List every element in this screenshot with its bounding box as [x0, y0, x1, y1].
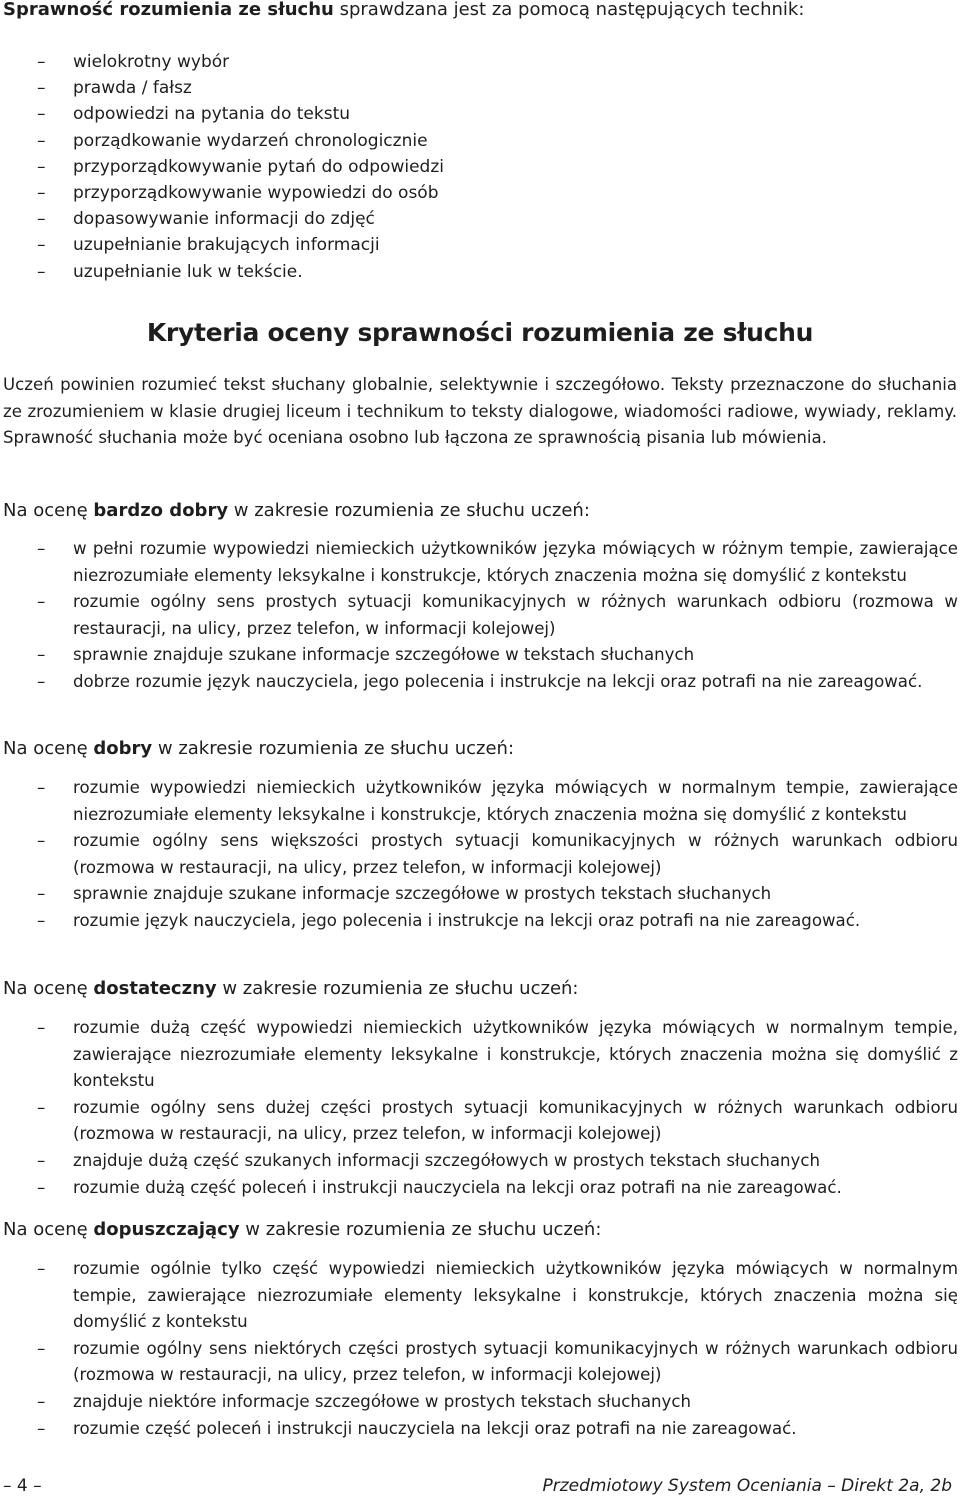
- list-item: [0, 1148, 960, 1175]
- dash-bullet: –: [37, 1338, 46, 1358]
- dash-bullet: –: [37, 1418, 46, 1438]
- list-item-text: w pełni rozumie wypowiedzi niemieckich użytkowników języka mówiących w różnym tempie, zawierające niezrozumiałe elementy leksykalne i konstrukcje, których znaczenia można się domyślić z kontekstu: [73, 539, 958, 585]
- dash-bullet: –: [37, 261, 46, 282]
- dash-bullet: –: [37, 78, 46, 99]
- list-item: [0, 881, 960, 908]
- list-item: [0, 669, 960, 696]
- intro-bold: Sprawność rozumienia ze słuchu: [3, 0, 334, 20]
- list-item: [0, 828, 960, 881]
- dash-bullet: –: [37, 671, 46, 691]
- dash-bullet: –: [37, 235, 46, 256]
- dash-bullet: –: [37, 209, 46, 230]
- list-item: [0, 908, 960, 935]
- list-item: [0, 101, 960, 127]
- list-item-text: rozumie ogólny sens niektórych części prostych sytuacji komunikacyjnych w różnych warunkach odbioru (rozmowa w restauracji, na ulicy, przez telefon, w informacji kolejowej): [73, 1338, 958, 1385]
- list-item: [0, 49, 960, 75]
- list-item-text: uzupełnianie luk w tekście.: [73, 261, 303, 282]
- dash-bullet: –: [37, 1259, 46, 1278]
- dash-bullet: –: [37, 104, 46, 125]
- list-item-text: sprawnie znajduje szukane informacje szczegółowe w prostych tekstach słuchanych: [73, 884, 772, 904]
- grade-prefix: Na ocenę: [3, 1219, 94, 1240]
- grade-suffix: w zakresie rozumienia ze słuchu uczeń:: [216, 978, 579, 999]
- list-item-text: porządkowanie wydarzeń chronologicznie: [73, 130, 428, 151]
- list-item-text: rozumie ogólny sens większości prostych sytuacji komunikacyjnych w różnych warunkach odbioru (rozmowa w restauracji, na ulicy, przez telefon, w informacji kolejowej): [73, 831, 958, 877]
- dash-bullet: –: [37, 884, 46, 904]
- list-item-text: sprawnie znajduje szukane informacje szczegółowe w tekstach słuchanych: [73, 645, 695, 665]
- grade-suffix: w zakresie rozumienia ze słuchu uczeń:: [228, 500, 590, 521]
- dash-bullet: –: [37, 183, 46, 204]
- dash-bullet: –: [37, 130, 46, 151]
- dash-bullet: –: [37, 539, 46, 558]
- dash-bullet: –: [37, 831, 46, 851]
- list-item: [0, 642, 960, 669]
- grade-suffix: w zakresie rozumienia ze słuchu uczeń:: [239, 1219, 602, 1240]
- page-number: – 4 –: [3, 1476, 42, 1496]
- list-item: [0, 75, 960, 101]
- list-item: [0, 1256, 960, 1336]
- list-item: [0, 232, 960, 258]
- footer-title: Przedmiotowy System Oceniania – Direkt 2a, 2b: [542, 1476, 952, 1496]
- list-item: [0, 206, 960, 232]
- list-item: [0, 775, 960, 828]
- list-item-text: dopasowywanie informacji do zdjęć: [73, 209, 375, 230]
- grade-heading-dobry: [3, 736, 953, 762]
- grade-heading-dostateczny: [3, 976, 953, 1002]
- list-item: [0, 259, 960, 285]
- list-item-text: rozumie język nauczyciela, jego polecenia i instrukcje na lekcji oraz potrafi na nie zareagować.: [73, 910, 861, 930]
- intro-rest: sprawdzana jest za pomocą następujących technik:: [333, 0, 805, 20]
- list-item: [0, 1389, 960, 1416]
- intro-paragraph: Uczeń powinien rozumieć tekst słuchany globalnie, selektywnie i szczegółowo. Teksty przeznaczone do słuchania ze zrozumieniem w klasie drugiej liceum i technikum to teksty dialogowe, wiadomości radiowe, wywiady, reklamy. Sprawność słuchania może być oceniana osobno lub łączona ze sprawnością pisania lub mówienia.: [3, 375, 957, 448]
- grade-heading-bardzo-dobry: [3, 498, 953, 524]
- list-item: [0, 1095, 960, 1148]
- list-item-text: rozumie dużą część wypowiedzi niemieckich użytkowników języka mówiących w normalnym tempie, zawierające niezrozumiałe elementy leksykalne i konstrukcje, których znaczenia można się domyślić z kontekstu: [73, 1018, 958, 1091]
- dash-bullet: –: [37, 645, 46, 665]
- grade-name: dostateczny: [93, 978, 217, 999]
- dash-bullet: –: [37, 910, 46, 930]
- list-item-text: rozumie ogólny sens dużej części prostych sytuacji komunikacyjnych w różnych warunkach odbioru (rozmowa w restauracji, na ulicy, przez telefon, w informacji kolejowej): [73, 1097, 958, 1144]
- list-item-text: uzupełnianie brakujących informacji: [73, 235, 380, 256]
- list-item-text: rozumie dużą część poleceń i instrukcji nauczyciela na lekcji oraz potrafi na nie zareagować.: [73, 1177, 842, 1197]
- dash-bullet: –: [37, 1177, 46, 1197]
- list-item-text: wielokrotny wybór: [73, 52, 230, 72]
- list-item-text: rozumie wypowiedzi niemieckich użytkowników języka mówiących w normalnym tempie, zawierające niezrozumiałe elementy leksykalne i konstrukcje, których znaczenia można się domyślić z kontekstu: [73, 778, 958, 824]
- dash-bullet: –: [37, 778, 46, 797]
- list-item: [0, 589, 960, 642]
- list-item-text: przyporządkowywanie wypowiedzi do osób: [73, 183, 439, 204]
- list-item-text: dobrze rozumie język nauczyciela, jego polecenia i instrukcje na lekcji oraz potrafi na nie zareagować.: [73, 671, 923, 691]
- list-item: [0, 180, 960, 206]
- dash-bullet: –: [37, 1391, 46, 1411]
- list-item-text: znajduje dużą część szukanych informacji szczegółowych w prostych tekstach słuchanych: [73, 1150, 821, 1170]
- list-item-text: rozumie ogólny sens prostych sytuacji komunikacyjnych w różnych warunkach odbioru (rozmowa w restauracji, na ulicy, przez telefon, w informacji kolejowej): [73, 592, 958, 638]
- list-item-text: przyporządkowywanie pytań do odpowiedzi: [73, 156, 444, 177]
- grade-heading-dopuszczajacy: [3, 1217, 953, 1243]
- list-item-text: prawda / fałsz: [73, 78, 192, 99]
- dash-bullet: –: [37, 52, 46, 72]
- list-item: [0, 1015, 960, 1095]
- list-item: [0, 128, 960, 154]
- grade-name: dobry: [93, 738, 153, 759]
- list-item-text: rozumie część poleceń i instrukcji nauczyciela na lekcji oraz potrafi na nie zareagować.: [73, 1418, 797, 1438]
- grade-prefix: Na ocenę: [3, 978, 94, 999]
- list-item: [0, 1336, 960, 1389]
- section-heading: Kryteria oceny sprawności rozumienia ze słuchu: [146, 318, 814, 347]
- criteria-list-dostateczny: [0, 1015, 960, 1201]
- list-item-text: rozumie ogólnie tylko część wypowiedzi niemieckich użytkowników języka mówiących w normalnym tempie, zawierające niezrozumiałe elementy leksykalne i konstrukcje, których znaczenia można się domyślić z kontekstu: [73, 1259, 958, 1332]
- list-item: [0, 1175, 960, 1202]
- grade-suffix: w zakresie rozumienia ze słuchu uczeń:: [152, 738, 515, 759]
- dash-bullet: –: [37, 1097, 46, 1117]
- grade-prefix: Na ocenę: [3, 500, 94, 521]
- criteria-list-dopuszczajacy: [0, 1256, 960, 1442]
- dash-bullet: –: [37, 1018, 46, 1037]
- dash-bullet: –: [37, 1150, 46, 1170]
- criteria-list-bardzo-dobry: [0, 536, 960, 696]
- techniques-list: [0, 49, 960, 285]
- intro-line: [3, 0, 953, 22]
- criteria-list-dobry: [0, 775, 960, 935]
- dash-bullet: –: [37, 156, 46, 177]
- list-item-text: znajduje niektóre informacje szczegółowe w prostych tekstach słuchanych: [73, 1391, 692, 1411]
- list-item: [0, 154, 960, 180]
- list-item: [0, 536, 960, 589]
- list-item: [0, 1416, 960, 1443]
- list-item-text: odpowiedzi na pytania do tekstu: [73, 104, 351, 125]
- dash-bullet: –: [37, 592, 46, 612]
- grade-name: dopuszczający: [93, 1219, 240, 1240]
- grade-name: bardzo dobry: [93, 500, 229, 521]
- grade-prefix: Na ocenę: [3, 738, 94, 759]
